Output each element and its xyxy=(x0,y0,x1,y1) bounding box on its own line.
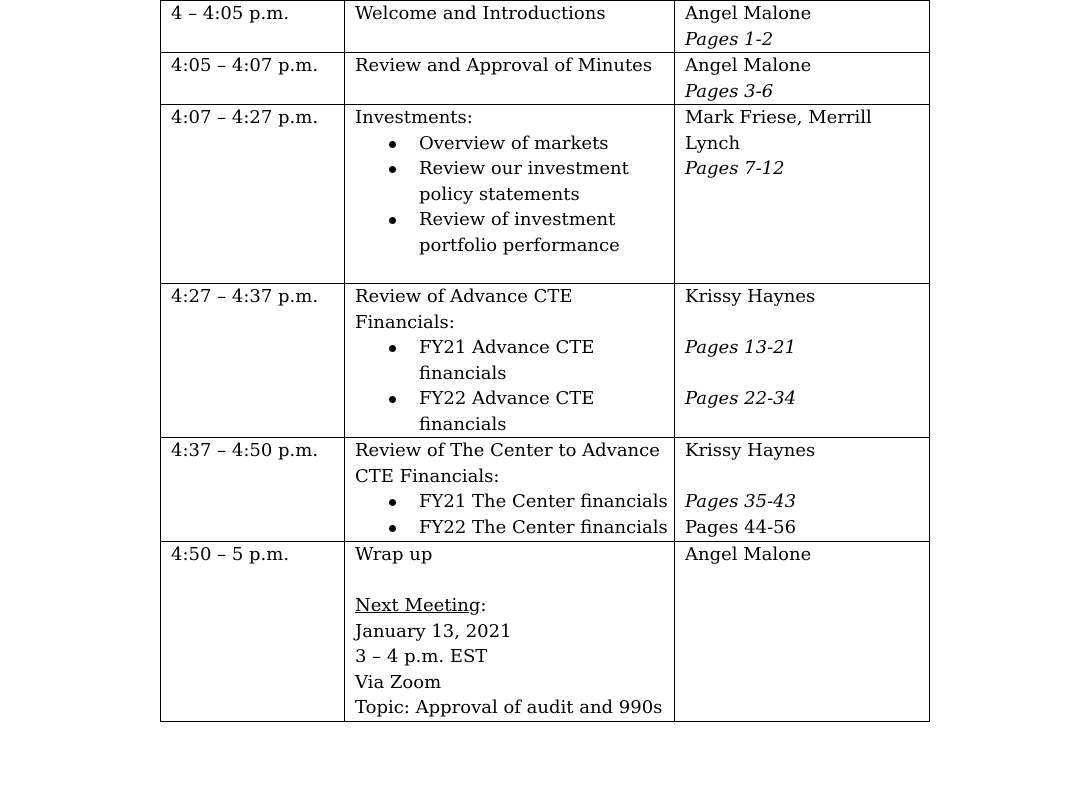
list-item: Review of investment portfolio performance xyxy=(419,207,674,258)
page-reference: Pages 7-12 xyxy=(685,158,785,179)
table-row xyxy=(161,438,930,542)
item-cell: Review of Advance CTE Financials: FY21 Advance CTE financials FY22 Advance CTE financials xyxy=(345,284,675,438)
agenda-table xyxy=(160,0,930,722)
table-row xyxy=(161,284,930,438)
presenter-name: Krissy Haynes xyxy=(685,440,816,461)
page-reference: Pages 3-6 xyxy=(685,80,774,102)
list-item: FY22 Advance CTE financials xyxy=(419,386,674,437)
table-row xyxy=(161,542,930,722)
list-item: FY22 The Center financials xyxy=(419,515,674,541)
bullet-icon xyxy=(389,141,396,148)
bullet-icon xyxy=(389,525,396,532)
page-reference: Pages 22-34 xyxy=(685,388,797,409)
bullet-icon xyxy=(389,345,396,352)
time-cell: 4:37 – 4:50 p.m. xyxy=(161,438,345,542)
table-row xyxy=(161,1,930,53)
item-cell: Review and Approval of Minutes xyxy=(345,53,675,105)
item-cell: Investments: Overview of markets Review our investment policy statements Review of investment portfolio performance xyxy=(345,105,675,284)
bullet-icon xyxy=(389,217,396,224)
bullet-icon xyxy=(389,499,396,506)
lead-cell xyxy=(675,1,930,53)
list-item: Review our investment policy statements xyxy=(419,156,674,207)
time-cell: 4:27 – 4:37 p.m. xyxy=(161,284,345,438)
page-reference: Pages 44-56 xyxy=(685,516,797,538)
bullet-icon xyxy=(389,396,396,403)
item-cell: Welcome and Introductions xyxy=(345,1,675,53)
lead-cell xyxy=(675,438,930,542)
list-item: Overview of markets xyxy=(419,131,674,157)
presenter-name: Mark Friese, Merrill Lynch xyxy=(685,107,872,154)
bullet-icon xyxy=(389,166,396,173)
table-row xyxy=(161,53,930,105)
time-cell: 4:05 – 4:07 p.m. xyxy=(161,53,345,105)
time-cell: 4:07 – 4:27 p.m. xyxy=(161,105,345,284)
bullet-list xyxy=(355,489,674,540)
lead-cell xyxy=(675,284,930,438)
list-item: FY21 Advance CTE financials xyxy=(419,335,674,386)
lead-cell xyxy=(675,53,930,105)
page-reference: Pages 35-43 xyxy=(685,491,797,512)
meeting-time: 3 – 4 p.m. EST xyxy=(355,646,488,667)
item-cell: Wrap up Next Meeting: January 13, 2021 3 – 4 p.m. EST Via Zoom Topic: Approval of audit and 990s xyxy=(345,542,675,722)
meeting-location: Via Zoom xyxy=(355,671,442,693)
presenter-name: Angel Malone xyxy=(685,3,812,24)
next-meeting-label: Next Meeting xyxy=(355,595,481,616)
item-cell: Review of The Center to Advance CTE Financials: FY21 The Center financials FY22 The Center financials xyxy=(345,438,675,542)
lead-cell xyxy=(675,542,930,722)
page-reference: Pages 13-21 xyxy=(685,337,797,358)
presenter-name: Angel Malone xyxy=(685,544,812,565)
time-cell: 4:50 – 5 p.m. xyxy=(161,542,345,722)
meeting-topic: Topic: Approval of audit and 990s xyxy=(355,697,663,718)
page-reference: Pages 1-2 xyxy=(685,28,774,50)
lead-cell xyxy=(675,105,930,284)
bullet-list xyxy=(355,335,674,437)
meeting-date: January 13, 2021 xyxy=(355,620,512,642)
bullet-list xyxy=(355,131,674,259)
time-cell: 4 – 4:05 p.m. xyxy=(161,1,345,53)
presenter-name: Krissy Haynes xyxy=(685,286,816,307)
list-item: FY21 The Center financials xyxy=(419,489,674,515)
table-row xyxy=(161,105,930,284)
presenter-name: Angel Malone xyxy=(685,55,812,76)
